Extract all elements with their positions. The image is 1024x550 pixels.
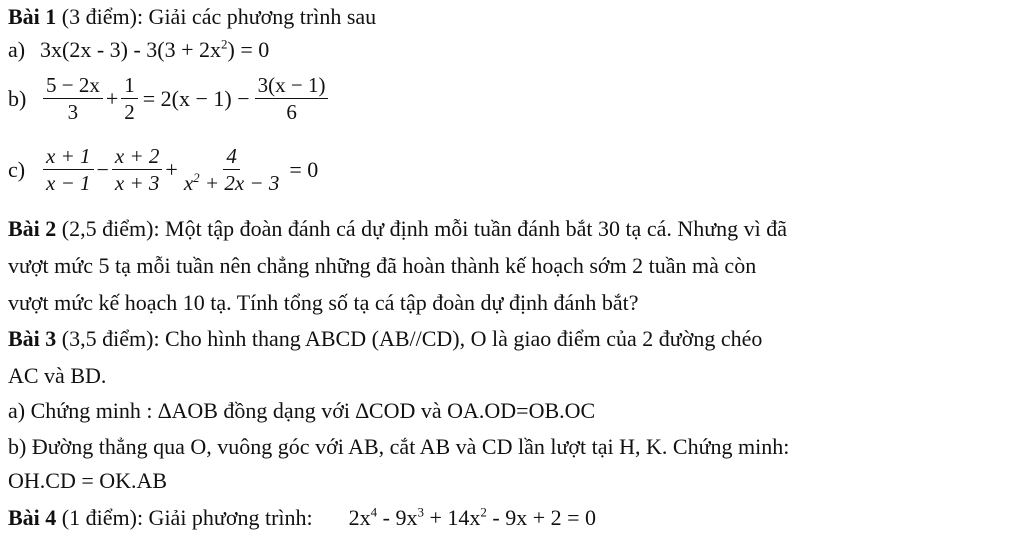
bai4-exp3: 3 [417,504,424,520]
part-b-middle: = 2(x − 1) − [142,85,250,111]
bai4-eq-b: - 9x [377,505,418,530]
bai3-part-b-2: OH.CD = OK.AB [8,468,168,493]
fraction-denominator: 2 [124,100,135,125]
part-a-label: a) [8,37,26,62]
part-c-tail: = 0 [289,156,319,182]
fraction-denominator: 6 [286,100,297,125]
bai2-line-2: vượt mức 5 tạ mỗi tuần nên chẳng những đã hoàn thành kế hoạch sớm 2 tuần mà còn [8,253,757,278]
bai4-exp2: 2 [480,504,487,520]
bai4-eq-a: 2x [348,505,371,530]
part-c-fraction-1 [43,145,94,194]
bai4-line [8,504,597,530]
fraction-denominator: x − 1 [46,171,91,196]
den-base: x [183,171,194,196]
bai1-part-c [8,145,318,194]
bai4-eq-d: - 9x + 2 = 0 [486,505,597,530]
bai2-title: Bài 2 [8,216,57,241]
bai2-text-1: (2,5 điểm): Một tập đoàn đánh cá dự định mỗi tuần đánh bắt 30 tạ cá. Nhưng vì đã [56,216,788,241]
bai4-eq-c: + 14x [423,505,481,530]
bai3-line-1 [8,328,762,350]
part-a-exp: 2 [221,36,228,52]
bai3-title: Bài 3 [8,326,57,351]
part-a-expr: 3x(2x - 3) - 3(3 + 2x [40,37,222,62]
bai4-title: Bài 4 [8,505,57,530]
bai2-line-1 [8,218,787,240]
part-b-fraction-1 [43,74,103,123]
fraction-numerator: 3(x − 1) [255,74,329,99]
operator: + [105,85,119,111]
bai1-points: (3 điểm): Giải các phương trình sau [56,4,377,29]
bai2-line-3: vượt mức kế hoạch 10 tạ. Tính tổng số tạ cá tập đoàn dự định đánh bắt? [8,290,639,315]
part-c-fraction-2 [112,145,163,194]
fraction-numerator: x + 2 [112,145,163,170]
part-b-label: b) [8,85,27,111]
bai1-heading [8,6,376,28]
part-b-fraction-2 [121,74,138,123]
part-a-tail: ) = 0 [227,37,270,62]
fraction-numerator: 4 [223,145,240,170]
operator: − [96,156,109,182]
fraction-denominator: 3 [67,100,79,125]
den-rest: + 2x − 3 [199,171,280,196]
part-b-fraction-3 [255,74,329,123]
bai4-text: (1 điểm): Giải phương trình: [56,505,313,530]
fraction-numerator: 5 − 2x [43,74,103,99]
bai1-part-b [8,74,331,123]
fraction-denominator [181,170,283,194]
bai1-title: Bài 1 [8,4,57,29]
bai3-part-b-1: b) Đường thẳng qua O, vuông góc với AB, cắt AB và CD lần lượt tại H, K. Chứng minh: [8,434,790,459]
bai1-part-a [8,36,270,62]
part-c-label: c) [8,156,26,182]
fraction-denominator: x + 3 [114,171,160,196]
part-c-fraction-3 [181,145,283,194]
bai3-line-2: AC và BD. [8,363,107,388]
bai3-text-1: (3,5 điểm): Cho hình thang ABCD (AB//CD), O là giao điểm của 2 đường chéo [56,326,763,351]
fraction-numerator: x + 1 [43,145,94,170]
fraction-numerator: 1 [121,74,138,99]
operator: + [165,156,178,182]
den-exp: 2 [193,170,200,186]
bai3-part-a: a) Chứng minh : ∆AOB đồng dạng với ∆COD và OA.OD=OB.OC [8,398,596,423]
bai4-exp4: 4 [370,504,378,520]
